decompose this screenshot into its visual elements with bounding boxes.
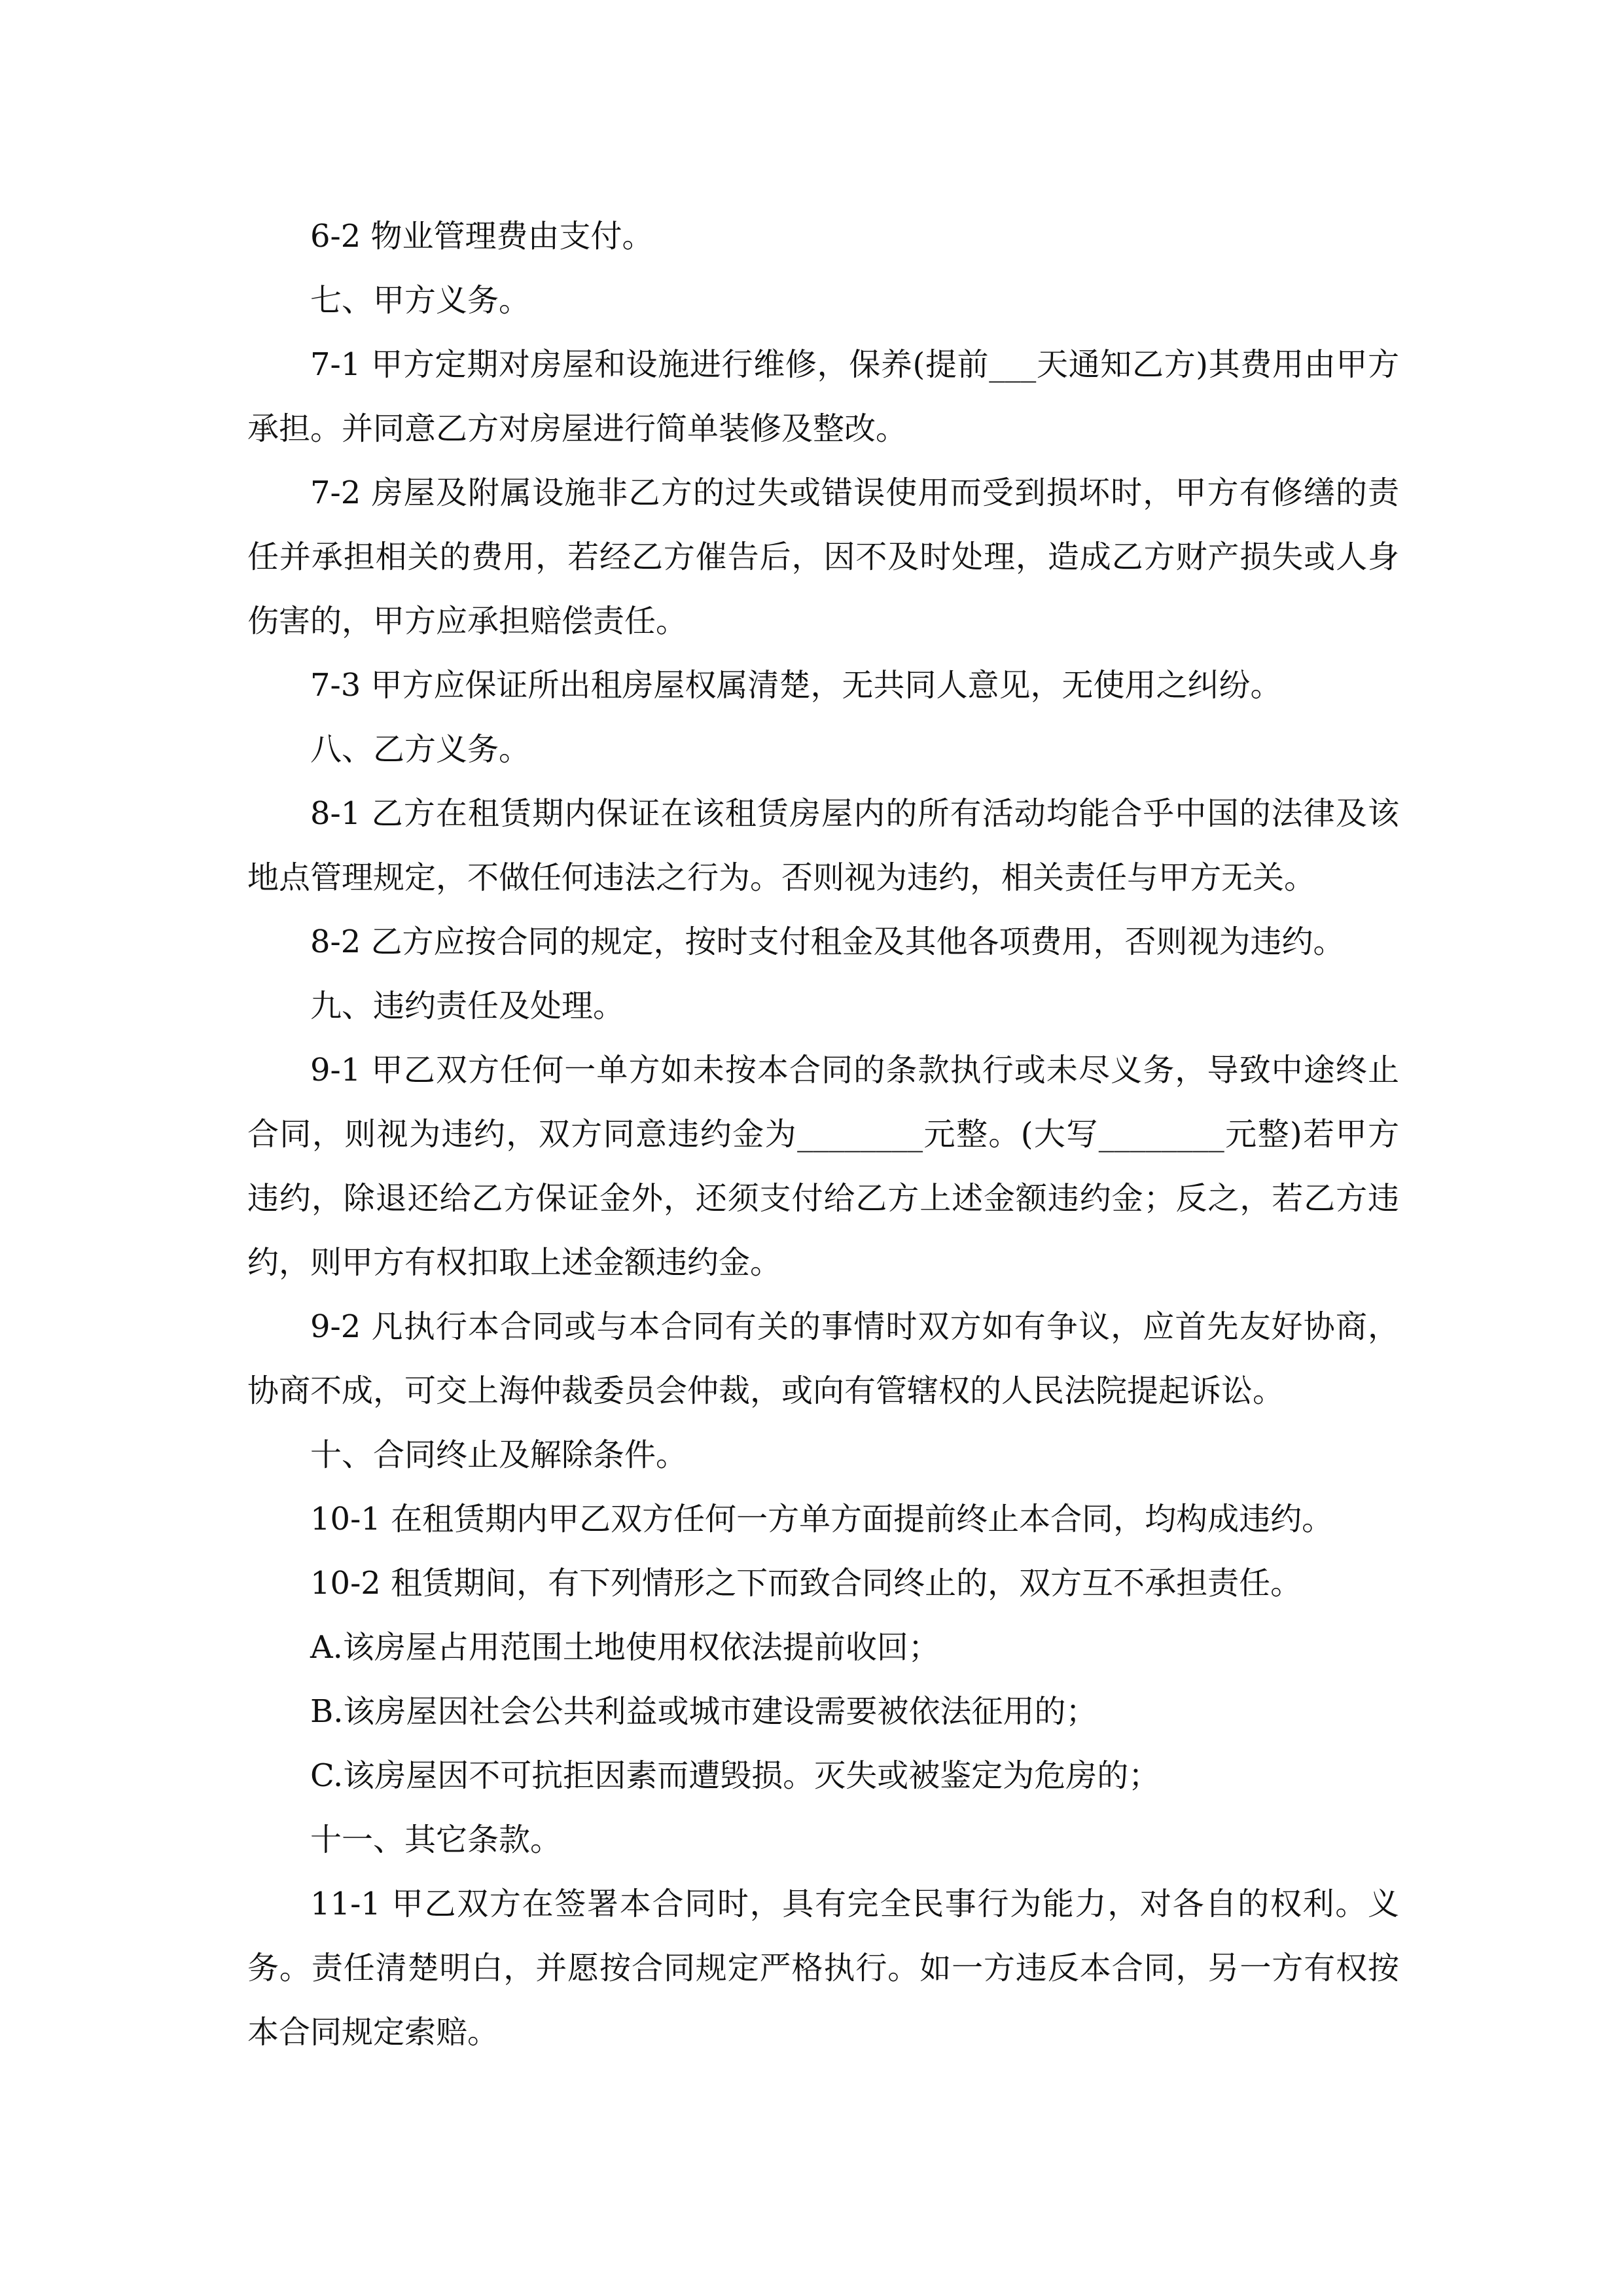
paragraph-7-1: 7-1 甲方定期对房屋和设施进行维修，保养(提前___天通知乙方)其费用由甲方承担。并同意乙方对房屋进行简单装修及整改。 (247, 346, 1399, 447)
section-heading-8: 八、乙方义务。 (310, 731, 531, 768)
paragraph-10-1: 10-1 在租赁期内甲乙双方任何一方单方面提前终止本合同，均构成违约。 (310, 1501, 1334, 1537)
section-heading-7: 七、甲方义务。 (310, 282, 531, 319)
paragraph-9-2: 9-2 凡执行本合同或与本合同有关的事情时双方如有争议，应首先友好协商，协商不成，可交上海仲裁委员会仲裁，或向有管辖权的人民法院提起诉讼。 (247, 1308, 1399, 1409)
section-heading-9: 九、违约责任及处理。 (310, 988, 625, 1024)
paragraph-9-1: 9-1 甲乙双方任何一单方如未按本合同的条款执行或未尽义务，导致中途终止合同，则视为违约，双方同意违约金为________元整。(大写________元整)若甲方违约，除退还给乙方保证金外，还须支付给乙方上述金额违约金；反之，若乙方违约，则甲方有权扣取上述金额违约金。 (247, 1052, 1399, 1281)
paragraph-8-1: 8-1 乙方在租赁期内保证在该租赁房屋内的所有活动均能合乎中国的法律及该地点管理规定，不做任何违法之行为。否则视为违约，相关责任与甲方无关。 (247, 795, 1399, 896)
paragraph-8-2: 8-2 乙方应按合同的规定，按时支付租金及其他各项费用，否则视为违约。 (310, 924, 1345, 960)
list-item-b: B.该房屋因社会公共利益或城市建设需要被依法征用的； (310, 1693, 1097, 1730)
section-heading-10: 十、合同终止及解除条件。 (310, 1437, 688, 1473)
paragraph-11-1: 11-1 甲乙双方在签署本合同时，具有完全民事行为能力，对各自的权利。义务。责任清楚明白，并愿按合同规定严格执行。如一方违反本合同，另一方有权按本合同规定索赔。 (247, 1886, 1399, 2051)
list-item-a: A.该房屋占用范围土地使用权依法提前收回； (310, 1629, 940, 1666)
paragraph-7-3: 7-3 甲方应保证所出租房屋权属清楚，无共同人意见，无使用之纠纷。 (310, 667, 1282, 704)
paragraph-6-2: 6-2 物业管理费由支付。 (310, 218, 654, 255)
paragraph-7-2: 7-2 房屋及附属设施非乙方的过失或错误使用而受到损坏时，甲方有修缮的责任并承担相关的费用，若经乙方催告后，因不及时处理，造成乙方财产损失或人身伤害的，甲方应承担赔偿责任。 (247, 475, 1399, 639)
list-item-c: C.该房屋因不可抗拒因素而遭毁损。灭失或被鉴定为危房的； (310, 1757, 1160, 1794)
paragraph-10-2: 10-2 租赁期间，有下列情形之下而致合同终止的，双方互不承担责任。 (310, 1565, 1302, 1602)
document-body (247, 204, 1399, 2064)
section-heading-11: 十一、其它条款。 (310, 1821, 562, 1858)
